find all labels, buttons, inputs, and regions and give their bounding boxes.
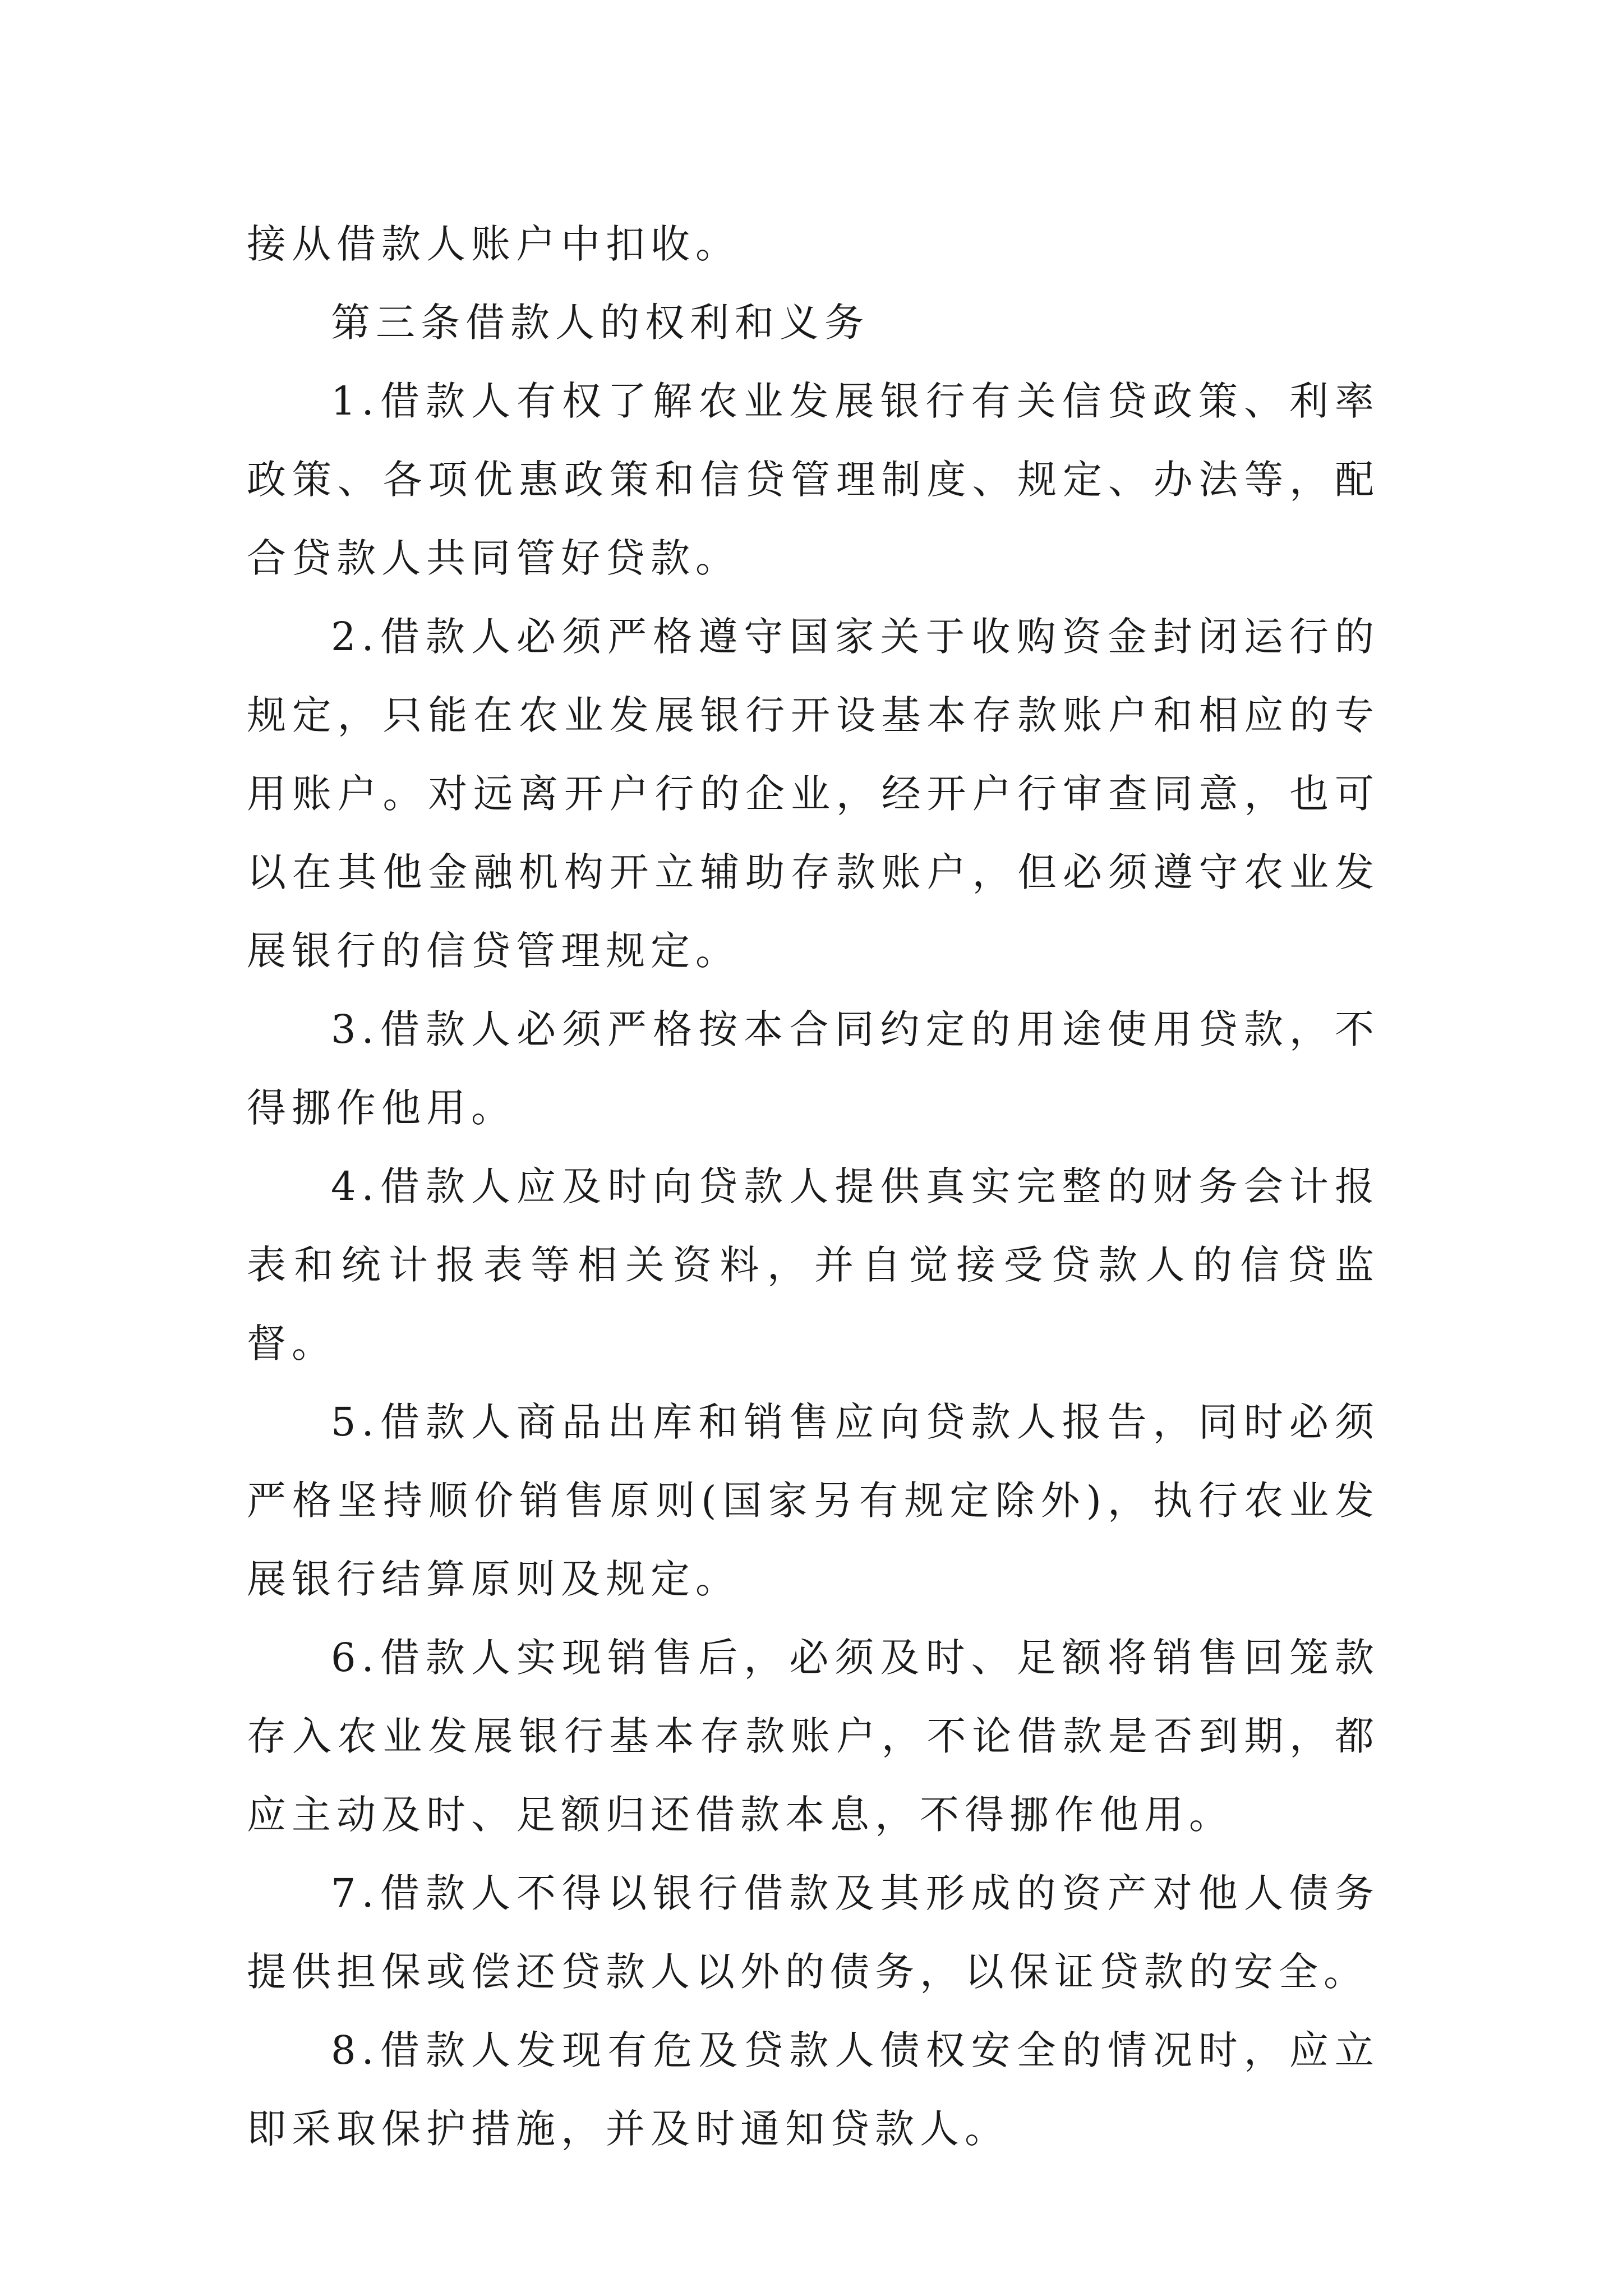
clause-3: 3.借款人必须严格按本合同约定的用途使用贷款，不得挪作他用。 — [247, 1006, 1380, 1131]
clause-4: 4.借款人应及时向贷款人提供真实完整的财务会计报表和统计报表等相关资料，并自觉接受贷款人的信贷监督。 — [247, 1163, 1380, 1366]
section-heading-article-3: 第三条借款人的权利和义务 — [331, 300, 869, 346]
clause-1: 1.借款人有权了解农业发展银行有关信贷政策、利率政策、各项优惠政策和信贷管理制度、规定、办法等，配合贷款人共同管好贷款。 — [247, 378, 1380, 581]
clause-5: 5.借款人商品出库和销售应向贷款人报告，同时必须严格坚持顺价销售原则(国家另有规定除外)，执行农业发展银行结算原则及规定。 — [247, 1399, 1380, 1602]
clause-8: 8.借款人发现有危及贷款人债权安全的情况时，应立即采取保护措施，并及时通知贷款人。 — [247, 2027, 1380, 2152]
clause-7: 7.借款人不得以银行借款及其形成的资产对他人债务提供担保或偿还贷款人以外的债务，以保证贷款的安全。 — [247, 1870, 1380, 1995]
clause-2: 2.借款人必须严格遵守国家关于收购资金封闭运行的规定，只能在农业发展银行开设基本存款账户和相应的专用账户。对远离开户行的企业，经开户行审查同意，也可以在其他金融机构开立辅助存款账户，但必须遵守农业发展银行的信贷管理规定。 — [247, 614, 1380, 974]
clause-6: 6.借款人实现销售后，必须及时、足额将销售回笼款存入农业发展银行基本存款账户，不论借款是否到期，都应主动及时、足额归还借款本息，不得挪作他用。 — [247, 1635, 1380, 1838]
document-body — [247, 205, 1380, 2168]
paragraph-continuation: 接从借款人账户中扣收。 — [247, 221, 740, 267]
